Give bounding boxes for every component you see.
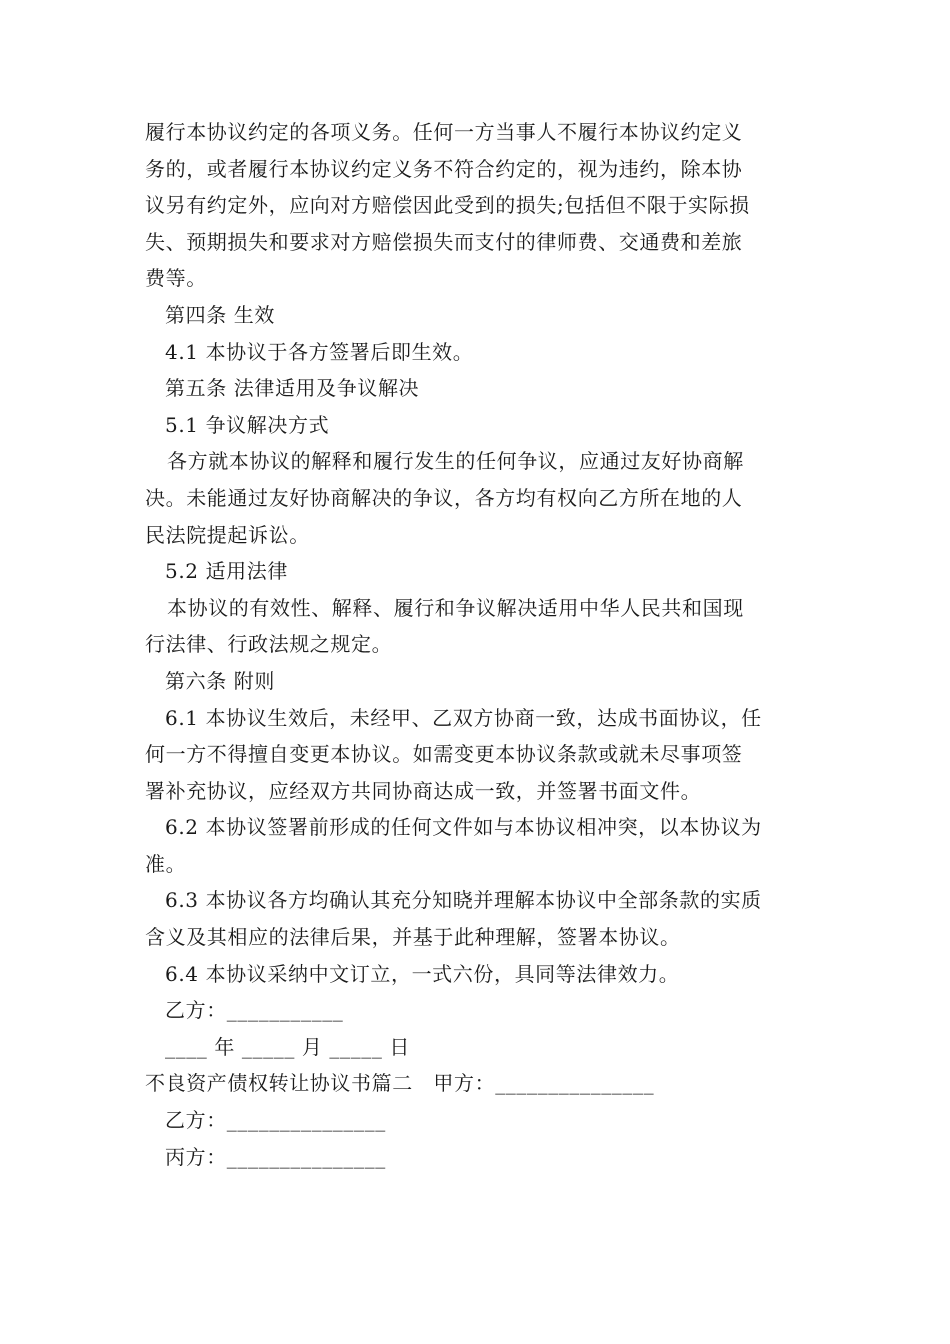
clause-line: 4.1 本协议于各方签署后即生效。 — [165, 339, 474, 364]
clause-line: 6.2 本协议签署前形成的任何文件如与本协议相冲突，以本协议为 — [165, 815, 762, 840]
body-line: 行法律、行政法规之规定。 — [145, 632, 393, 657]
body-line: 含义及其相应的法律后果，并基于此种理解，签署本协议。 — [145, 925, 681, 950]
section-title-party-a: 不良资产债权转让协议书篇二 甲方：_______________ — [145, 1071, 655, 1096]
clause-line: 6.1 本协议生效后，未经甲、乙双方协商一致，达成书面协议，任 — [165, 705, 762, 730]
party-c-field: 丙方：_______________ — [165, 1144, 386, 1169]
clause-heading: 5.2 适用法律 — [165, 559, 288, 584]
body-line: 本协议的有效性、解释、履行和争议解决适用中华人民共和国现 — [167, 595, 744, 620]
body-line: 决。未能通过友好协商解决的争议，各方均有权向乙方所在地的人 — [145, 485, 743, 510]
body-line: 费等。 — [145, 266, 207, 291]
signature-party-b: 乙方：___________ — [165, 998, 344, 1023]
document-body — [145, 114, 810, 1175]
body-line: 民法院提起诉讼。 — [145, 522, 310, 547]
body-line: 议另有约定外，应向对方赔偿因此受到的损失;包括但不限于实际损 — [145, 193, 750, 218]
body-line: 履行本协议约定的各项义务。任何一方当事人不履行本协议约定义 — [145, 120, 743, 144]
article-heading: 第六条 附则 — [165, 668, 275, 693]
clause-heading: 5.1 争议解决方式 — [165, 412, 330, 437]
signature-date: ____ 年 _____ 月 _____ 日 — [165, 1034, 410, 1059]
body-line: 准。 — [145, 851, 187, 876]
clause-line: 6.4 本协议采纳中文订立，一式六份，具同等法律效力。 — [165, 961, 680, 986]
body-line: 失、预期损失和要求对方赔偿损失而支付的律师费、交通费和差旅 — [145, 229, 743, 254]
article-heading: 第五条 法律适用及争议解决 — [165, 376, 420, 401]
body-line: 何一方不得擅自变更本协议。如需变更本协议条款或就未尽事项签 — [145, 742, 743, 767]
party-b-field: 乙方：_______________ — [165, 1108, 386, 1133]
body-line: 署补充协议，应经双方共同协商达成一致，并签署书面文件。 — [145, 778, 702, 803]
clause-line: 6.3 本协议各方均确认其充分知晓并理解本协议中全部条款的实质 — [165, 888, 762, 913]
body-line: 各方就本协议的解释和履行发生的任何争议，应通过友好协商解 — [167, 449, 744, 474]
article-heading: 第四条 生效 — [165, 302, 275, 327]
body-line: 务的，或者履行本协议约定义务不符合约定的，视为违约，除本协 — [145, 156, 743, 181]
